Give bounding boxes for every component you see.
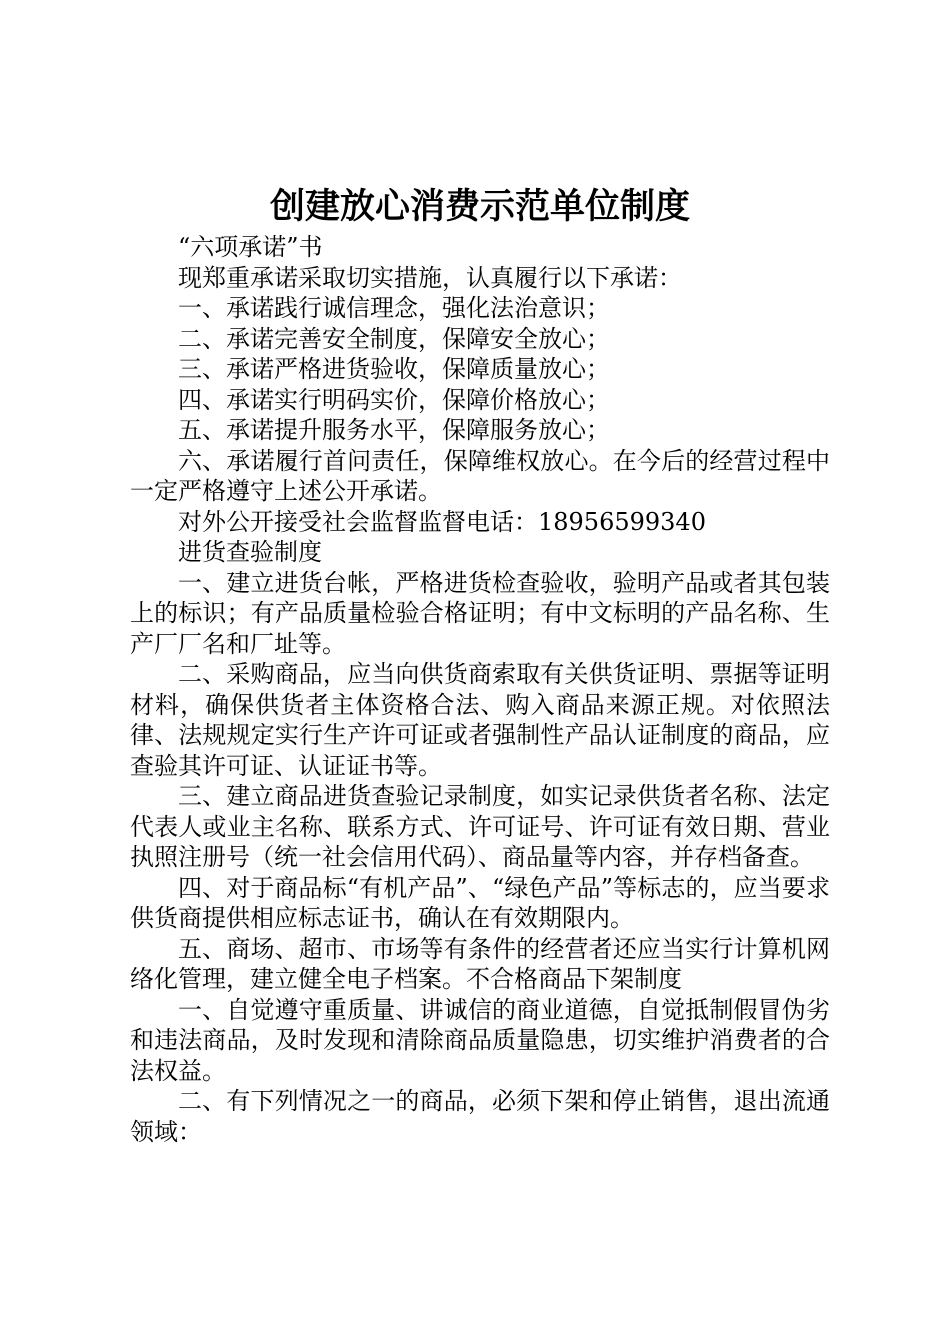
paragraph-inspection-3: 三、建立商品进货查验记录制度，如实记录供货者名称、法定代表人或业主名称、联系方式、许可证号、许可证有效日期、营业执照注册号（统一社会信用代码）、商品量等内容，并存档备查。 [130,782,830,871]
paragraph-removal-1: 一、自觉遵守重质量、讲诚信的商业道德，自觉抵制假冒伪劣和违法商品，及时发现和清除商品质量隐患，切实维护消费者的合法权益。 [130,995,830,1085]
paragraph-pledge-heading: “六项承诺”书 [178,233,323,261]
paragraph-pledge-5: 五、承诺提升服务水平，保障服务放心； [178,416,610,444]
paragraph-pledge-1: 一、承诺践行诚信理念，强化法治意识； [178,294,610,322]
paragraph-pledge-intro: 现郑重承诺采取切实措施，认真履行以下承诺： [178,263,682,292]
paragraph-pledge-2: 二、承诺完善安全制度，保障安全放心； [178,324,610,353]
paragraph-inspection-5: 五、商场、超市、市场等有条件的经营者还应当实行计算机网络化管理，建立健全电子档案。不合格商品下架制度 [130,934,830,993]
paragraph-inspection-2: 二、采购商品，应当向供货商索取有关供货证明、票据等证明材料，确保供货者主体资格合法、购入商品来源正规。对依照法律、法规规定实行生产许可证或者强制性产品认证制度的商品，应查验其许可证、认证证书等。 [130,660,830,780]
paragraph-supervision-phone: 对外公开接受社会监督监督电话：18956599340 [178,507,706,536]
paragraph-pledge-6: 六、承诺履行首问责任，保障维权放心。在今后的经营过程中一定严格遵守上述公开承诺。 [130,446,830,505]
paragraph-removal-2: 二、有下列情况之一的商品，必须下架和停止销售，退出流通领域： [130,1087,830,1146]
paragraph-inspection-4: 四、对于商品标“有机产品”、“绿色产品”等标志的，应当要求供货商提供相应标志证书，确认在有效期限内。 [130,873,830,932]
paragraph-inspection-1: 一、建立进货台帐，严格进货检查验收，验明产品或者其包装上的标识；有产品质量检验合格证明；有中文标明的产品名称、生产厂厂名和厂址等。 [130,568,830,658]
document-title: 创建放心消费示范单位制度 [269,186,690,227]
paragraph-pledge-3: 三、承诺严格进货验收，保障质量放心； [178,355,610,383]
paragraph-inspection-heading: 进货查验制度 [178,538,322,566]
document-body [130,232,830,1147]
paragraph-pledge-4: 四、承诺实行明码实价，保障价格放心； [178,385,610,414]
